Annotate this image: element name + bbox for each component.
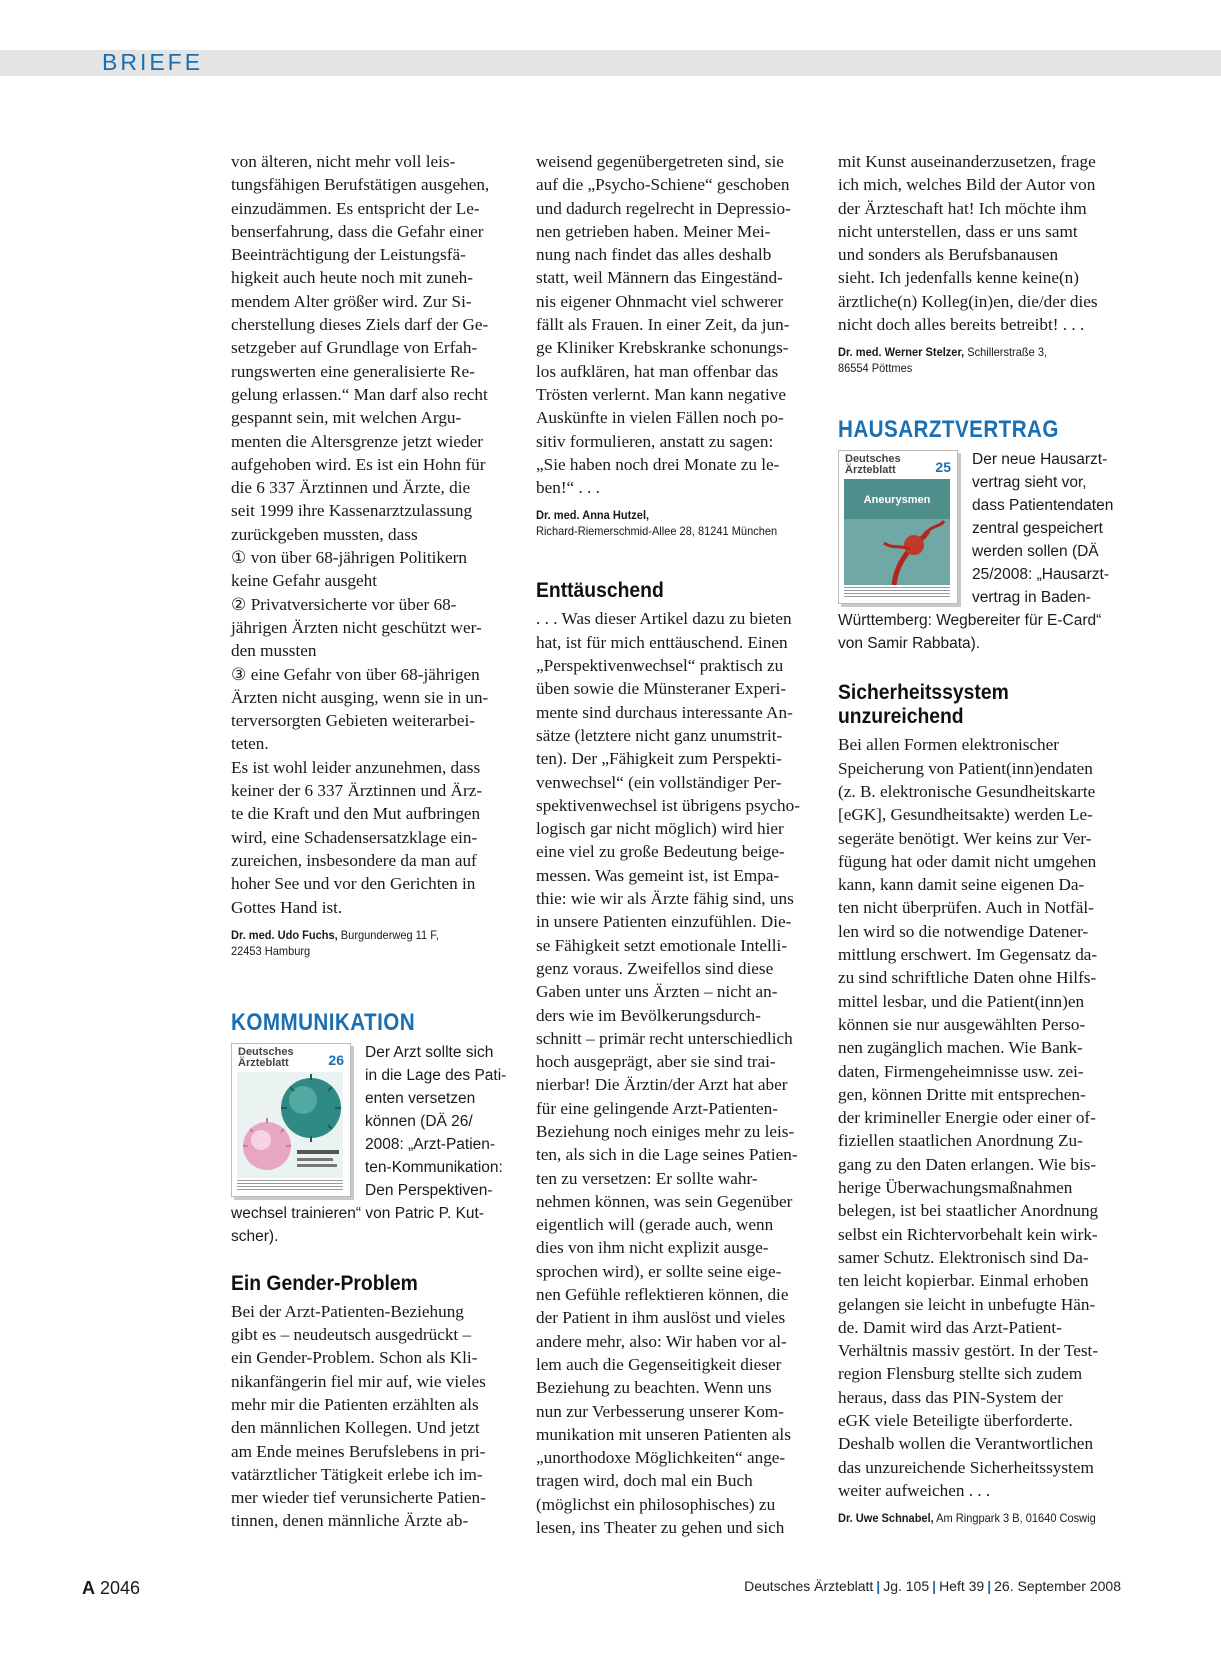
text-line: samer Schutz. Elektronisch sind Da- [838, 1247, 1089, 1267]
text-line: keine Gefahr ausgeht [231, 571, 378, 591]
text-line: den mussten [231, 641, 317, 661]
text-line: thie: wie wir als Ärzte fähig sind, uns [536, 889, 794, 909]
text-line: gelangen sie leicht in unbefugte Hän- [838, 1294, 1096, 1314]
cover-masthead: Deutsches Ärzteblatt [845, 453, 901, 477]
text-line: ge Kliniker Krebskranke schonungs- [536, 338, 789, 358]
column-3 [838, 150, 1124, 1526]
text-line: lem auch die Gegenseitigkeit dieser [536, 1354, 782, 1374]
text-line: mittlung erschwert. Im Gegensatz da- [838, 945, 1098, 965]
text-line: menten die Altersgrenze jetzt wieder [231, 431, 483, 451]
signature-address: 86554 Pöttmes [838, 361, 913, 376]
signature-anna-hutzel [536, 507, 799, 539]
text-line: weiter aufweichen . . . [838, 1480, 991, 1500]
text-line: gibt es – neudeutsch ausgedrückt – [231, 1325, 472, 1345]
text-line: am Ende meines Berufslebens in pri- [231, 1441, 486, 1461]
text-line: ein Gender-Problem. Schon als Kli- [231, 1348, 478, 1368]
page-number-value: 2046 [100, 1578, 141, 1598]
text-line: werden sollen (DÄ [972, 543, 1099, 561]
text-line: belegen, ist bei staatlicher Anordnung [838, 1201, 1099, 1221]
text-line: mendem Alter größer wird. Zur Si- [231, 291, 472, 311]
text-line: wird, eine Schadensersatzklage ein- [231, 827, 478, 847]
text-line: tungsfähigen Berufstätigen ausgehen, [231, 175, 490, 195]
text-line: Es ist wohl leider anzunehmen, dass [231, 757, 481, 777]
text-line: Bei der Arzt-Patienten-Beziehung [231, 1301, 464, 1321]
text-line: tragen wird, doch mal ein Buch [536, 1471, 753, 1491]
text-line: rungswerten eine generalisierte Re- [231, 361, 475, 381]
text-line: ben!“ . . . [536, 478, 600, 498]
text-line: auf die „Psycho-Schiene“ geschoben [536, 175, 790, 195]
letter-continuation-text [536, 150, 822, 499]
kicker-hausarztvertrag: HAUSARZTVERTRAG [838, 416, 1059, 444]
letter-continuation-text [231, 150, 517, 919]
signature-address: Am Ringpark 3 B, 01640 Coswig [936, 1511, 1096, 1526]
text-line: keiner der 6 337 Ärztinnen und Ärz- [231, 781, 483, 801]
text-line: sprochen wird), er sollte seine eige- [536, 1261, 782, 1281]
cover-issue-number: 26 [328, 1051, 344, 1068]
text-line: Beeinträchtigung der Leistungsfä- [231, 245, 466, 265]
text-line: der krimineller Energie oder einer of- [838, 1108, 1096, 1128]
journal-date: 26. September 2008 [994, 1578, 1121, 1594]
text-line: Beziehung zu beachten. Wenn uns [536, 1378, 772, 1398]
signature-address: Richard-Riemerschmid-Allee 28, 81241 München [536, 524, 778, 539]
reference-block [231, 1041, 517, 1248]
text-line: das unzureichende Sicherheitssystem [838, 1457, 1094, 1477]
text-line: segeräte benötigt. Wer keins zur Ver- [838, 828, 1092, 848]
journal-issue: Heft 39 [939, 1578, 985, 1594]
text-line: andere mehr, also: Wir haben vor al- [536, 1331, 787, 1351]
text-line: fällt als Frauen. In einer Zeit, da jun- [536, 315, 790, 335]
text-line: „unorthodoxe Möglichkeiten“ ange- [536, 1448, 786, 1468]
signature-name: Dr. med. Werner Stelzer, [838, 345, 965, 360]
text-line: der Patient in ihm auslöst und vieles [536, 1308, 786, 1328]
text-line: heraus, dass das PIN-System der [838, 1387, 1063, 1407]
text-line: Den Perspektiven- [365, 1181, 493, 1199]
text-line: nis eigener Ohnmacht viel schwerer [536, 291, 784, 311]
signature-name: Dr. med. Anna Hutzel, [536, 508, 650, 523]
text-line: Speicherung von Patient(inn)endaten [838, 758, 1093, 778]
text-line: von Samir Rabbata). [838, 635, 981, 653]
cover-footer-text-lines [237, 1180, 343, 1192]
text-line: Bei allen Formen elektronischer [838, 735, 1059, 755]
text-line: setzgeber auf Grundlage von Erfah- [231, 338, 478, 358]
text-line: gang zu den Daten erlangen. Wie bis- [838, 1154, 1097, 1174]
text-line: zentral gespeichert [972, 520, 1103, 538]
text-line: de. Damit wird das Arzt-Patient- [838, 1317, 1062, 1337]
text-line: Der neue Hausarzt- [972, 451, 1108, 469]
text-line: ③ eine Gefahr von über 68-jährigen [231, 664, 480, 684]
page-number [82, 1578, 140, 1599]
text-line: der Ärzteschaft hat! Ich möchte ihm [838, 198, 1087, 218]
text-line: Auskünfte in vielen Fällen noch po- [536, 408, 784, 428]
text-line: Verhältnis massiv gestört. In der Test- [838, 1341, 1099, 1361]
text-line: Ärzten nicht ausging, wenn sie in un- [231, 687, 489, 707]
cover-aneurysm-illustration [844, 479, 950, 585]
text-line: einzudämmen. Es entspricht der Le- [231, 198, 480, 218]
text-line: mer wieder tief verunsicherte Patien- [231, 1488, 486, 1508]
text-line: nung nach findet das alles deshalb [536, 245, 772, 265]
column-2 [536, 150, 822, 1539]
text-line: Deshalb wollen die Verantwortlichen [838, 1434, 1094, 1454]
signature-address: 22453 Hamburg [231, 943, 311, 958]
magazine-cover-image [231, 1043, 351, 1197]
cover-virus-illustration [237, 1072, 343, 1178]
text-line: vertrag sieht vor, [972, 474, 1087, 492]
text-line: Sicherheitssystem [838, 681, 1009, 705]
text-line: nen getrieben haben. Meiner Mei- [536, 221, 771, 241]
signature-udo-fuchs [231, 927, 494, 959]
text-line: nen zugänglich machen. Wie Bank- [838, 1038, 1083, 1058]
text-line: und dadurch regelrecht in Depressio- [536, 198, 791, 218]
text-line: selbst ein Richtervorbehalt kein wirk- [838, 1224, 1098, 1244]
text-line: eine viel zu große Bedeutung beige- [536, 842, 785, 862]
reference-block [838, 448, 1124, 655]
text-line: den männlichen Kollegen. Und jetzt [231, 1418, 480, 1438]
text-line: nun zur Verbesserung unserer Kom- [536, 1401, 784, 1421]
text-line: nicht unterstellen, dass er uns samt [838, 221, 1078, 241]
text-line: ten nicht überprüfen. Auch in Notfäl- [838, 898, 1094, 918]
text-line: mente sind durchaus interessante An- [536, 702, 793, 722]
text-line: hat, ist für mich enttäuschend. Einen [536, 632, 788, 652]
text-line: terversorgten Gebieten weiterarbei- [231, 711, 476, 731]
headline-enttaeuschend: Enttäuschend [536, 579, 664, 603]
text-line: wechsel trainieren“ von Patric P. Kut- [231, 1204, 484, 1222]
signature-werner-stelzer [838, 344, 1101, 376]
page-prefix: A [82, 1578, 95, 1598]
cover-masthead: Deutsches Ärzteblatt [238, 1045, 294, 1069]
text-line: len wird so die notwendige Datener- [838, 921, 1089, 941]
text-line: vertrag in Baden- [972, 589, 1091, 607]
letter-body-text [536, 607, 822, 1539]
text-line: können (DÄ 26/ [365, 1112, 473, 1130]
text-line: nen Gefühle reflektieren können, die [536, 1285, 789, 1305]
text-line: Trösten verlernt. Man kann negative [536, 384, 786, 404]
cover-footer-text-lines [844, 587, 950, 599]
text-line: messen. Was gemeint ist, ist Empa- [536, 865, 780, 885]
text-line: sätze (letztere nicht ganz unumstrit- [536, 725, 783, 745]
text-line: logisch gar nicht möglich) wird hier [536, 819, 784, 839]
text-line: aufgehoben wird. Es ist ein Hohn für [231, 454, 486, 474]
text-line: [eGK], Gesundheitsakte) werden Le- [838, 805, 1093, 825]
letter-body-text [231, 1300, 517, 1533]
text-line: die 6 337 Ärztinnen und Ärzte, die [231, 478, 471, 498]
text-line: üben sowie die Münsteraner Experi- [536, 679, 787, 699]
text-line: dies von ihm nicht explizit ausge- [536, 1238, 769, 1258]
signature-address: Burgunderweg 11 F, [340, 927, 439, 942]
text-line: teten. [231, 734, 269, 754]
text-line: benserfahrung, dass die Gefahr einer [231, 221, 484, 241]
text-line: ① von über 68-jährigen Politikern [231, 548, 467, 568]
text-line: te die Kraft und den Mut aufbringen [231, 804, 481, 824]
text-line: jährigen Ärzten nicht geschützt wer- [231, 617, 482, 637]
text-line: zurückgeben mussten, dass [231, 524, 418, 544]
text-line: ten zu versetzen: Er sollte wahr- [536, 1168, 758, 1188]
text-line: unzureichend [838, 705, 964, 729]
headline-sicherheitssystem [838, 681, 1101, 729]
text-line: higkeit auch heute noch mit zuneh- [231, 268, 473, 288]
text-line: gen, können Dritte mit entsprechen- [838, 1084, 1086, 1104]
headline-gender-problem: Ein Gender-Problem [231, 1271, 418, 1295]
text-line: lesen, ins Theater zu gehen und sich [536, 1518, 785, 1538]
text-line: hoch ausgeprägt, aber sie sind trai- [536, 1052, 776, 1072]
text-line: enten versetzen [365, 1089, 476, 1107]
letter-continuation-text [838, 150, 1124, 336]
text-line: mehr mir die Patienten erzählten als [231, 1394, 479, 1414]
text-line: daten, Firmengeheimnisse usw. zei- [838, 1061, 1084, 1081]
text-line: nicht doch alles bereits betreibt! . . . [838, 315, 1085, 335]
text-line: ärztliche(n) Kolleg(in)en, die/der dies [838, 291, 1098, 311]
section-title: BRIEFE [102, 49, 204, 75]
text-line: sitiv formulieren, anstatt zu sagen: [536, 431, 774, 451]
text-line: ten, als sich in die Lage seines Patien- [536, 1145, 798, 1165]
text-line: cherstellung dieses Ziels darf der Ge- [231, 315, 489, 335]
text-line: scher). [231, 1227, 279, 1245]
text-line: munikation mit unseren Patienten als [536, 1424, 791, 1444]
text-line: Gottes Hand ist. [231, 897, 343, 917]
text-line: fügung hat oder damit nicht umgehen [838, 851, 1097, 871]
signature-name: Dr. Uwe Schnabel, [838, 1511, 934, 1526]
text-line: mit Kunst auseinanderzusetzen, frage [838, 152, 1096, 171]
text-line: gelung erlassen.“ Man darf also recht [231, 384, 488, 404]
text-line: in die Lage des Pati- [365, 1066, 507, 1084]
text-line: ders wie im Bevölkerungsdurch- [536, 1005, 761, 1025]
journal-footer: Deutsches Ärzteblatt | Jg. 105 | Heft 39 | 26. September 2008 [744, 1578, 1121, 1594]
text-line: zu sind schriftliche Daten ohne Hilfs- [838, 968, 1097, 988]
text-line: zureichen, insbesondere da man auf [231, 850, 477, 870]
text-line: vatärztlicher Tätigkeit erlebe ich im- [231, 1464, 483, 1484]
text-line: ten leicht kopierbar. Einmal erhoben [838, 1271, 1089, 1291]
text-line: seit 1999 ihre Kassenarztzulassung [231, 501, 473, 521]
text-line: tinnen, denen männliche Ärzte ab- [231, 1511, 469, 1531]
text-line: los aufklären, hat man offenbar das [536, 361, 779, 381]
signature-name: Dr. med. Udo Fuchs, [231, 927, 338, 942]
text-line: ich mich, welches Bild der Autor von [838, 175, 1096, 195]
text-line: von älteren, nicht mehr voll leis- [231, 152, 456, 171]
text-line: 25/2008: „Hausarzt- [972, 566, 1109, 584]
text-line: Beziehung noch einiges mehr zu leis- [536, 1121, 795, 1141]
text-line: (z. B. elektronische Gesundheitskarte [838, 781, 1096, 801]
kicker-kommunikation: KOMMUNIKATION [231, 1008, 416, 1036]
text-line: sieht. Ich jedenfalls kenne keine(n) [838, 268, 1080, 288]
text-line: ② Privatversicherte vor über 68- [231, 594, 457, 614]
text-line: „Perspektivenwechsel“ praktisch zu [536, 656, 784, 676]
text-line: Gaben unter uns Ärzten – nicht an- [536, 982, 778, 1002]
column-1 [231, 150, 517, 1533]
text-line: statt, weil Männern das Eingeständ- [536, 268, 783, 288]
text-line: in unsere Patienten einzufühlen. Die- [536, 912, 792, 932]
text-line: eigentlich will (gerade auch, wenn [536, 1215, 774, 1235]
journal-volume: Jg. 105 [883, 1578, 930, 1594]
text-line: kann, kann damit seine eigenen Da- [838, 875, 1085, 895]
text-line: weisend gegenübergetreten sind, sie [536, 152, 784, 171]
text-line: (möglichst ein philosophisches) zu [536, 1494, 776, 1514]
text-line: ten). Der „Fähigkeit zum Perspekti- [536, 749, 782, 769]
text-line: Württemberg: Wegbereiter für E-Card“ [838, 612, 1102, 630]
text-line: Der Arzt sollte sich [365, 1043, 494, 1061]
text-line: genz voraus. Zweifellos sind diese [536, 958, 774, 978]
text-line: mittel lesbar, und die Patient(inn)en [838, 991, 1085, 1011]
text-line: für eine gelingende Arzt-Patienten- [536, 1098, 778, 1118]
text-line: „Sie haben noch drei Monate zu le- [536, 454, 780, 474]
cover-subtitle: Aneurysmen [863, 494, 931, 507]
text-line: se Fähigkeit setzt emotionale Intelli- [536, 935, 788, 955]
signature-address: Schillerstraße 3, [967, 345, 1048, 360]
text-line: ten-Kommunikation: [365, 1158, 503, 1176]
text-line: dass Patientendaten [972, 497, 1114, 515]
signature-uwe-schnabel [838, 1510, 1101, 1526]
text-line: schnitt – primär recht unterschiedlich [536, 1028, 793, 1048]
text-line: . . . Was dieser Artikel dazu zu bieten [536, 609, 792, 629]
cover-issue-number: 25 [935, 459, 951, 476]
text-line: spektivenwechsel ist übrigens psycho- [536, 795, 800, 815]
text-line: eGK viele Beteiligte überforderte. [838, 1410, 1073, 1430]
text-line: herige Überwachungsmaßnahmen [838, 1178, 1073, 1198]
text-line: fiziellen staatlichen Anordnung Zu- [838, 1131, 1083, 1151]
text-line: venwechsel“ (ein vollständiger Per- [536, 772, 782, 792]
text-line: hoher See und vor den Gerichten in [231, 874, 476, 894]
text-line: und sonders als Berufsbanausen [838, 245, 1059, 265]
text-line: region Flensburg stellte sich zudem [838, 1364, 1083, 1384]
text-line: nierbar! Die Ärztin/der Arzt hat aber [536, 1075, 788, 1095]
text-line: nehmen können, was sein Gegenüber [536, 1191, 793, 1211]
magazine-cover-image [838, 450, 958, 604]
text-line: können sie nur ausgewählten Perso- [838, 1014, 1086, 1034]
journal-name: Deutsches Ärzteblatt [744, 1578, 874, 1594]
text-line: gespannt sein, mit welchen Argu- [231, 408, 462, 428]
text-line: nikanfängerin fiel mir auf, wie vieles [231, 1371, 486, 1391]
text-line: 2008: „Arzt-Patien- [365, 1135, 496, 1153]
letter-body-text [838, 733, 1124, 1502]
